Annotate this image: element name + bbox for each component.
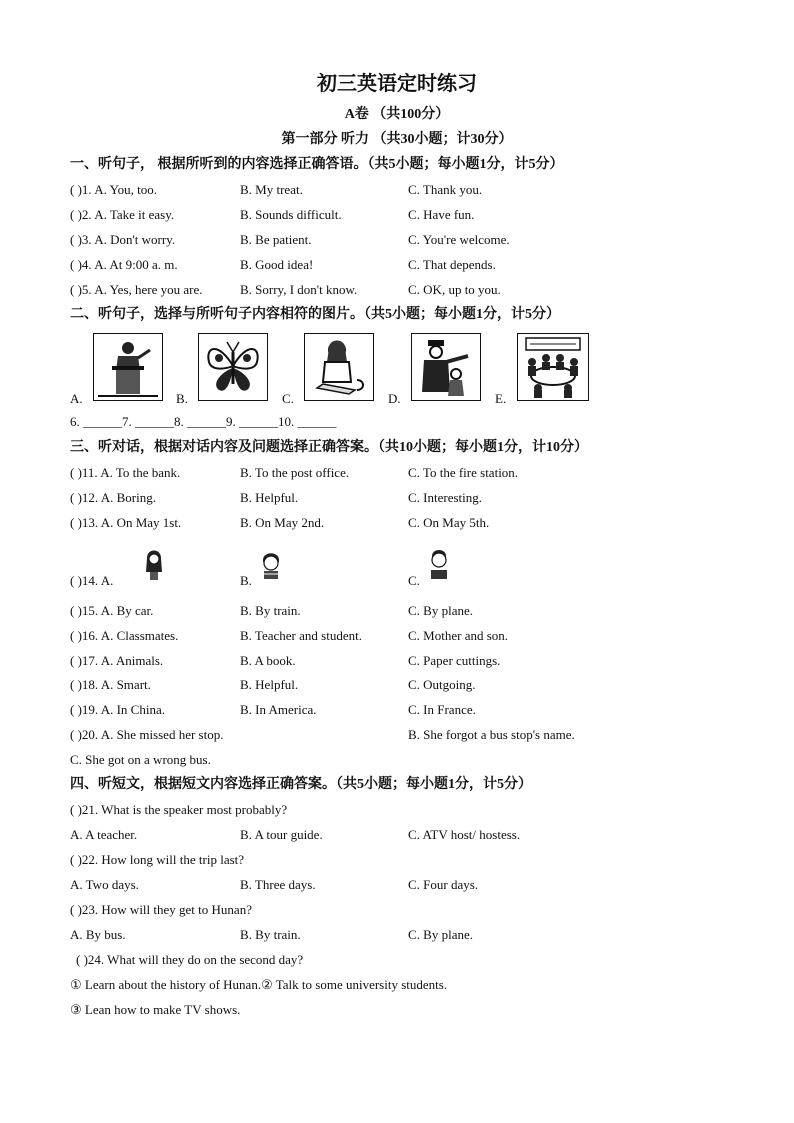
picture-label-d: D. — [388, 391, 401, 406]
option-c: C. To the fire station. — [408, 465, 519, 480]
page-title: 初三英语定时练习 — [317, 73, 477, 95]
picture-butterfly — [198, 333, 268, 401]
option-a: A. By bus. — [70, 927, 126, 942]
q-stem: ( )22. How long will the trip last? — [70, 852, 245, 867]
butterfly-icon — [199, 334, 267, 400]
section4-heading: 四、听短文，根据短文内容选择正确答案。（共5小题；每小题1分，计5分） — [70, 777, 532, 792]
q-stem: ( )5. A. Yes, here you are. — [70, 282, 203, 297]
option-b: B. Helpful. — [240, 490, 299, 505]
option-b: B. My treat. — [240, 182, 303, 197]
picture-meeting — [517, 333, 589, 401]
q-stem: ( )4. A. At 9:00 a. m. — [70, 257, 178, 272]
option-c: C. Thank you. — [408, 182, 483, 197]
option-c: C. Four days. — [408, 877, 479, 892]
q-stem: ( )17. A. Animals. — [70, 653, 164, 668]
option-c: C. By plane. — [408, 603, 473, 618]
picture-label-b: B. — [176, 391, 188, 406]
option-b: B. On May 2nd. — [240, 515, 325, 530]
q-stem: ( )20. A. She missed her stop. — [70, 727, 224, 742]
option-c: C. In France. — [408, 702, 476, 717]
q-stem: ( )21. What is the speaker most probably? — [70, 802, 288, 817]
option-c: C. On May 5th. — [408, 515, 490, 530]
girl-long-hair-icon — [144, 548, 164, 582]
q-stem: ( )16. A. Classmates. — [70, 628, 179, 643]
q-stem: ( )15. A. By car. — [70, 603, 154, 618]
option-b: B. By train. — [240, 927, 301, 942]
q-stem: ( )11. A. To the bank. — [70, 465, 181, 480]
option-c: C. Paper cuttings. — [408, 653, 501, 668]
meeting-icon — [518, 334, 588, 400]
option-c: C. That depends. — [408, 257, 496, 272]
answer-blanks: 6. ______7. ______8. ______9. ______10. ______ — [70, 414, 337, 429]
option-b: B. She forgot a bus stop's name. — [408, 727, 575, 742]
paper-label: A卷 （共100分） — [344, 107, 450, 122]
option-c: C. OK, up to you. — [408, 282, 501, 297]
short-hair-face-icon — [260, 550, 282, 580]
option-1-2: ① Learn about the history of Hunan.② Talk to some university students. — [70, 977, 448, 992]
q-stem: ( )18. A. Smart. — [70, 677, 151, 692]
option-b: B. In America. — [240, 702, 317, 717]
option-a: A. A teacher. — [70, 827, 138, 842]
option-c: C. Outgoing. — [408, 677, 476, 692]
section2-heading: 二、听句子，选择与所听句子内容相符的图片。（共5小题；每小题1分，计5分） — [70, 307, 560, 322]
picture-reader — [304, 333, 374, 401]
option-a: A. Two days. — [70, 877, 139, 892]
q-stem: ( )12. A. Boring. — [70, 490, 156, 505]
q-stem: ( )2. A. Take it easy. — [70, 207, 175, 222]
speaker-icon — [94, 334, 162, 400]
picture-policeman — [411, 333, 481, 401]
reading-girl-icon — [305, 334, 373, 400]
option-b: B. A book. — [240, 653, 296, 668]
section1-heading: 一、听句子， 根据所听到的内容选择正确答语。（共5小题；每小题1分，计5分） — [70, 157, 564, 172]
option-b: B. To the post office. — [240, 465, 350, 480]
option-b: B. — [240, 573, 252, 588]
option-b: B. Teacher and student. — [240, 628, 362, 643]
policeman-icon — [412, 334, 480, 400]
option-b: B. Three days. — [240, 877, 316, 892]
option-b: B. Sorry, I don't know. — [240, 282, 358, 297]
q-stem: ( )19. A. In China. — [70, 702, 165, 717]
option-c: C. — [408, 573, 420, 588]
option-b: B. Helpful. — [240, 677, 299, 692]
option-c: C. ATV host/ hostess. — [408, 827, 521, 842]
option-b: B. Sounds difficult. — [240, 207, 342, 222]
option-c: C. You're welcome. — [408, 232, 510, 247]
option-c: C. By plane. — [408, 927, 473, 942]
q-stem: ( )24. What will they do on the second day? — [76, 952, 304, 967]
option-b: B. By train. — [240, 603, 301, 618]
picture-label-c: C. — [282, 391, 294, 406]
picture-label-e: E. — [495, 391, 507, 406]
option-b: B. Good idea! — [240, 257, 314, 272]
q-stem: ( )13. A. On May 1st. — [70, 515, 182, 530]
option-c: C. She got on a wrong bus. — [70, 752, 211, 767]
option-3: ③ Lean how to make TV shows. — [70, 1002, 241, 1017]
q-stem: ( )3. A. Don't worry. — [70, 232, 176, 247]
picture-label-a: A. — [70, 391, 83, 406]
option-c: C. Interesting. — [408, 490, 483, 505]
part-label: 第一部分 听力 （共30小题；计30分） — [281, 132, 513, 147]
q-stem: ( )23. How will they get to Hunan? — [70, 902, 252, 917]
picture-speaker — [93, 333, 163, 401]
option-c: C. Have fun. — [408, 207, 475, 222]
q-stem: ( )1. A. You, too. — [70, 182, 158, 197]
boy-face-icon — [428, 548, 450, 580]
option-b: B. A tour guide. — [240, 827, 323, 842]
option-b: B. Be patient. — [240, 232, 312, 247]
section3-heading: 三、听对话，根据对话内容及问题选择正确答案。（共10小题；每小题1分，计10分） — [70, 440, 588, 455]
q-stem: ( )14. A. — [70, 573, 114, 588]
option-c: C. Mother and son. — [408, 628, 509, 643]
